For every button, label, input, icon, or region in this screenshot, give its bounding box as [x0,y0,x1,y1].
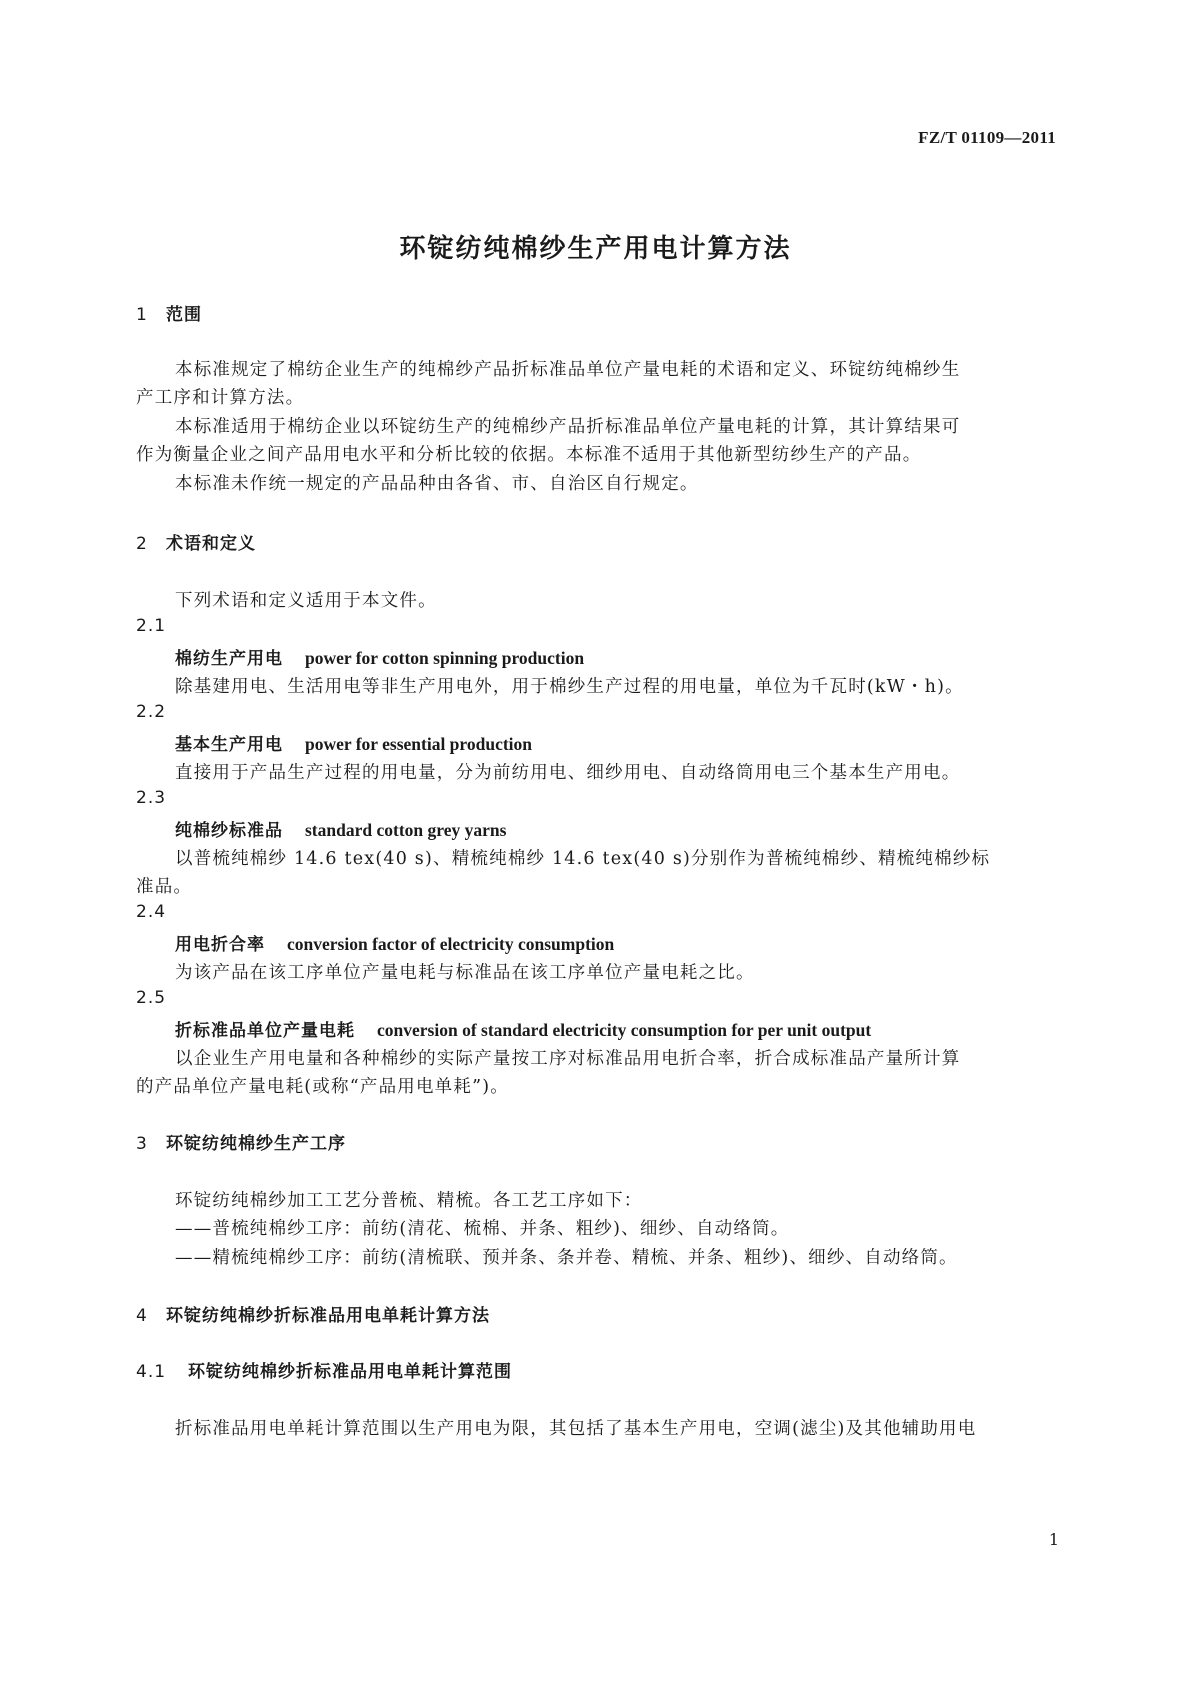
term-english: power for essential production [305,734,533,754]
term-number: 2.4 [136,902,167,922]
document-title: 环锭纺纯棉纱生产用电计算方法 [399,234,792,264]
term-entry [175,930,614,955]
list-item: ——普梳纯棉纱工序：前纺(清花、梳棉、并条、粗纱)、细纱、自动络筒。 [175,1219,790,1239]
term-chinese: 用电折合率 [175,935,265,955]
section-1-heading [136,300,202,325]
term-entry [175,644,584,669]
term-number: 2.5 [136,988,167,1008]
section-4-heading [136,1301,490,1326]
paragraph-line: 本标准未作统一规定的产品品种由各省、市、自治区自行规定。 [175,474,699,494]
term-definition: 为该产品在该工序单位产量电耗与标准品在该工序单位产量电耗之比。 [175,963,755,983]
section-number: 3 [136,1134,148,1154]
term-definition: 的产品单位产量电耗(或称“产品用电单耗”)。 [136,1077,509,1097]
subsection-4-1-heading [136,1357,512,1382]
term-number: 2.1 [136,616,167,636]
paragraph-line: 本标准适用于棉纺企业以环锭纺生产的纯棉纱产品折标准品单位产量电耗的计算，其计算结果可 [175,417,961,437]
section-2-heading [136,529,256,554]
term-definition: 直接用于产品生产过程的用电量，分为前纺用电、细纱用电、自动络筒用电三个基本生产用电。 [175,763,961,783]
section-title: 范围 [166,305,202,325]
term-english: conversion factor of electricity consumption [287,934,615,954]
section-number: 1 [136,305,148,325]
paragraph-line: 环锭纺纯棉纱加工工艺分普梳、精梳。各工艺工序如下： [175,1191,643,1211]
paragraph-line: 本标准规定了棉纺企业生产的纯棉纱产品折标准品单位产量电耗的术语和定义、环锭纺纯棉纱生 [175,360,961,380]
term-definition: 以企业生产用电量和各种棉纱的实际产量按工序对标准品用电折合率，折合成标准品产量所计算 [175,1049,961,1069]
term-entry [175,1016,871,1041]
section-title: 环锭纺纯棉纱折标准品用电单耗计算方法 [166,1306,490,1326]
paragraph-line: 折标准品用电单耗计算范围以生产用电为限，其包括了基本生产用电，空调(滤尘)及其他辅助用电 [175,1419,977,1439]
list-item: ——精梳纯棉纱工序：前纺(清梳联、预并条、条并卷、精梳、并条、粗纱)、细纱、自动络筒。 [175,1248,958,1268]
term-chinese: 基本生产用电 [175,735,283,755]
term-english: power for cotton spinning production [305,648,585,668]
term-chinese: 棉纺生产用电 [175,649,283,669]
section-title: 术语和定义 [166,534,256,554]
term-english: standard cotton grey yarns [305,820,507,840]
section-number: 4 [136,1306,148,1326]
page-number: 1 [1048,1530,1059,1549]
term-number: 2.3 [136,788,167,808]
section-3-heading [136,1129,346,1154]
term-definition: 以普梳纯棉纱 14.6 tex(40 s)、精梳纯棉纱 14.6 tex(40 s)分别作为普梳纯棉纱、精梳纯棉纱标 [175,849,991,869]
term-definition: 准品。 [136,877,193,897]
section-number: 2 [136,534,148,554]
term-entry [175,730,532,755]
paragraph-line: 产工序和计算方法。 [136,388,305,408]
section-title: 环锭纺纯棉纱生产工序 [166,1134,346,1154]
term-definition: 除基建用电、生活用电等非生产用电外，用于棉纱生产过程的用电量，单位为千瓦时(kW・h)。 [175,677,964,697]
term-number: 2.2 [136,702,167,722]
term-chinese: 折标准品单位产量电耗 [175,1021,355,1041]
standard-code: FZ/T 01109—2011 [918,128,1056,147]
subsection-title: 环锭纺纯棉纱折标准品用电单耗计算范围 [188,1362,512,1382]
term-english: conversion of standard electricity consumption for per unit output [377,1020,872,1040]
term-entry [175,816,506,841]
subsection-number: 4.1 [136,1362,167,1382]
paragraph-line: 作为衡量企业之间产品用电水平和分析比较的依据。本标准不适用于其他新型纺纱生产的产品。 [136,445,922,465]
paragraph-line: 下列术语和定义适用于本文件。 [175,591,437,611]
term-chinese: 纯棉纱标准品 [175,821,283,841]
